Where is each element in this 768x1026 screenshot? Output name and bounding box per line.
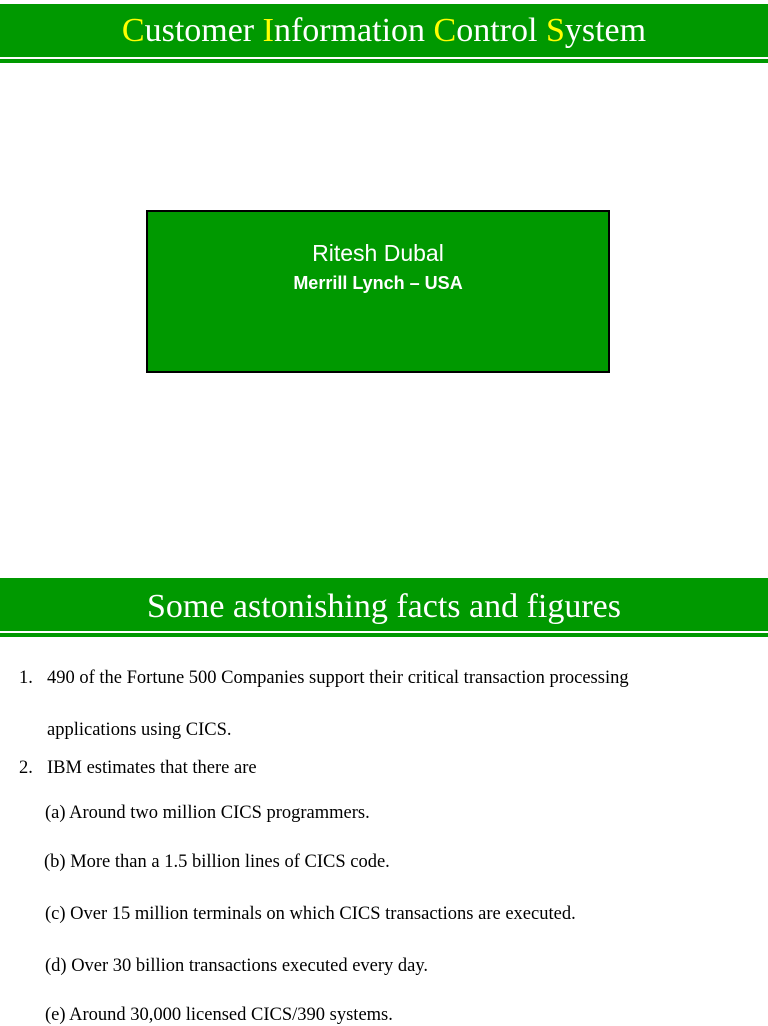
slide1-title-bar	[0, 4, 768, 57]
fact-subitem-a: (a) Around two million CICS programmers.	[45, 803, 370, 823]
fact-text: 490 of the Fortune 500 Companies support their critical transaction processing	[47, 668, 629, 688]
author-name: Ritesh Dubal	[312, 240, 444, 266]
title-part: ontrol	[456, 12, 546, 49]
title-part: ustomer	[144, 12, 263, 49]
fact-subitem-b: (b) More than a 1.5 billion lines of CICS code.	[44, 852, 390, 872]
slide2-title-rule	[0, 633, 768, 637]
title-part: C	[433, 12, 457, 49]
fact-subitem-c: (c) Over 15 million terminals on which CICS transactions are executed.	[45, 904, 576, 924]
fact-text: IBM estimates that there are	[47, 758, 257, 778]
title-part: nformation	[273, 12, 434, 49]
fact-subitem-d: (d) Over 30 billion transactions executed every day.	[45, 956, 429, 976]
fact-item-1-continuation: applications using CICS.	[47, 720, 232, 740]
author-box	[146, 210, 610, 373]
slide2-title-bar	[0, 578, 768, 631]
title-part: I	[262, 12, 274, 49]
title-part: C	[121, 12, 145, 49]
author-organization: Merrill Lynch – USA	[293, 273, 463, 293]
slide2-title: Some astonishing facts and figures	[146, 588, 622, 625]
fact-subitem-e: (e) Around 30,000 licensed CICS/390 systems.	[45, 1005, 393, 1025]
fact-number: 2.	[19, 758, 33, 778]
title-part: ystem	[564, 12, 647, 49]
slide1-title	[0, 4, 768, 57]
slide1-title-rule	[0, 59, 768, 63]
fact-number: 1.	[19, 668, 33, 688]
fact-item-2	[19, 757, 257, 779]
fact-item-1	[19, 667, 629, 689]
title-part: S	[545, 12, 565, 49]
